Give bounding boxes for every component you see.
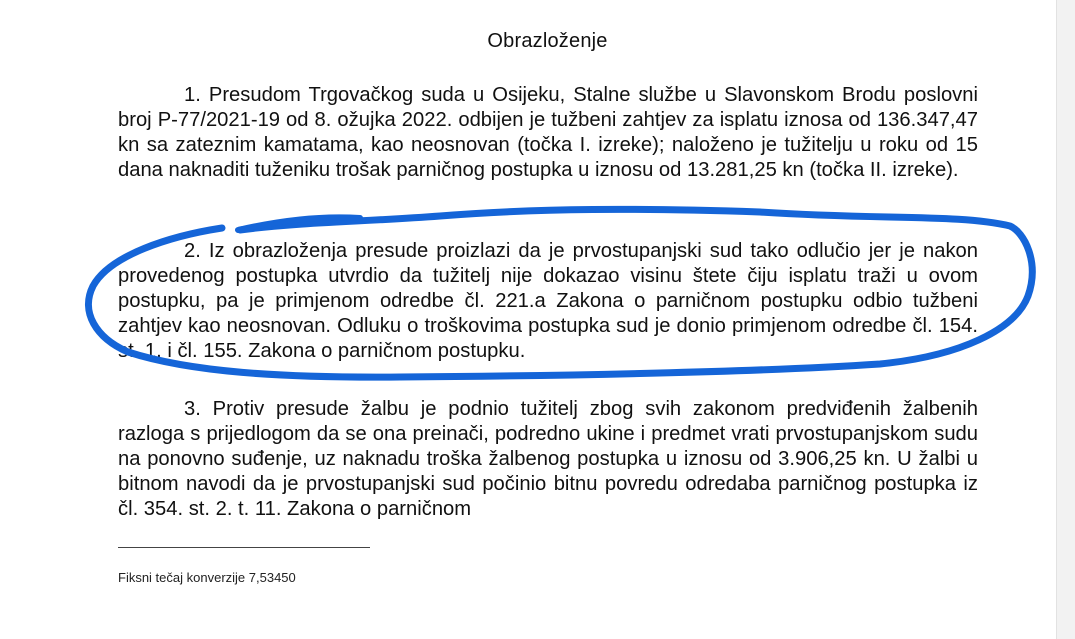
- document-heading: Obrazloženje: [487, 30, 608, 52]
- paragraph-3: 3. Protiv presude žalbu je podnio tužitelj zbog svih zakonom predviđenih žalbenih razloga s prijedlogom da se ona preinači, podredno ukine i predmet vrati prvostupanjskom sudu na ponovno suđenje, uz naknadu troška žalbenog postupka u iznosu od 3.906,25 kn. U žalbi u bitnom navodi da je prvostupanjski sud počinio bitnu povredu odredaba parničnog postupka iz čl. 354. st. 2. t. 11. Zakona o parničnom: [118, 398, 978, 520]
- hand-drawn-loop-overlap: [238, 217, 360, 230]
- paragraph-2: 2. Iz obrazloženja presude proizlazi da je prvostupanjski sud tako odlučio jer je nakon provedenog postupka utvrdio da tužitelj nije dokazao visinu štete čiju isplatu traži u ovom postupku, pa je primjenom odredbe čl. 221.a Zakona o parničnom postupku odbio tužbeni zahtjev kao neosnovan. Odluku o troškovima postupka sud je donio primjenom odredbe čl. 154. st. 1. i čl. 155. Zakona o parničnom postupku.: [118, 240, 978, 362]
- footnote-divider: [118, 547, 370, 548]
- paragraph-1: 1. Presudom Trgovačkog suda u Osijeku, Stalne službe u Slavonskom Brodu poslovni broj P-77/2021-19 od 8. ožujka 2022. odbijen je tužbeni zahtjev za isplatu iznosa od 136.347,47 kn sa zateznim kamatama, kao neosnovan (točka I. izreke); naloženo je tužitelju u roku od 15 dana naknaditi tuženiku trošak parničnog postupka u iznosu od 13.281,25 kn (točka II. izreke).: [118, 84, 978, 181]
- footnote-text: Fiksni tečaj konverzije 7,53450: [118, 570, 296, 585]
- page-edge: [1056, 0, 1075, 639]
